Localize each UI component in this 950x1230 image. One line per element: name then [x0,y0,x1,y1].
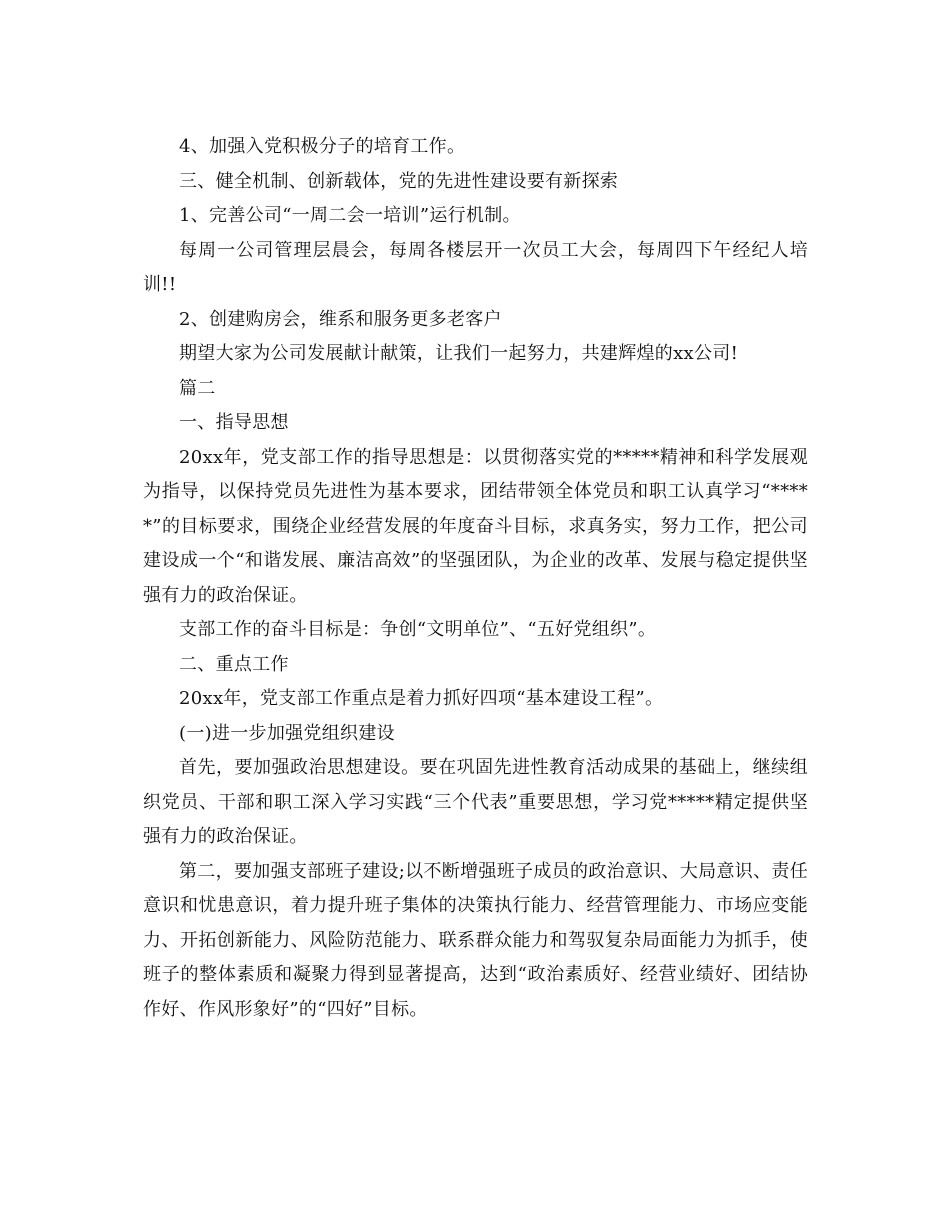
part-two-heading: 篇二 [179,377,216,399]
paragraph-key-work-summary: 20xx年，党支部工作重点是着力抓好四项“基本建设工程”。 [179,688,664,709]
subsection-heading-organization: (一)进一步加强党组织建设 [179,722,395,744]
paragraph-weekly-meetings: 每周一公司管理层晨会，每周各楼层开一次员工大会，每周四下午经纪人培训!! [143,239,808,295]
section-heading-key-work: 二、重点工作 [179,653,289,675]
document-page [143,130,808,1027]
paragraph-item-2-buyers-club: 2、创建购房会，维系和服务更多老客户 [179,308,502,330]
paragraph-closing-hope: 期望大家为公司发展献计献策，让我们一起努力，共建辉煌的xx公司! [179,343,739,364]
paragraph-branch-goal: 支部工作的奋斗目标是：争创“文明单位”、“五好党组织”。 [179,619,657,640]
paragraph-first-political: 首先，要加强政治思想建设。要在巩固先进性教育活动成果的基础上，继续组织党员、干部和职工深入学习实践“三个代表”重要思想，学习党*****精定提供坚强有力的政治保证。 [143,757,808,847]
paragraph-second-leadership: 第二，要加强支部班子建设;以不断增强班子成员的政治意识、大局意识、责任意识和忧患意识，着力提升班子集体的决策执行能力、经营管理能力、市场应变能力、开拓创新能力、风险防范能力、联系群众能力和驾驭复杂局面能力为抓手，使班子的整体素质和凝聚力得到显著提高，达到“政治素质好、经营业绩好、团结协作好、作风形象好”的“四好”目标。 [143,860,808,1020]
section-heading-3-mechanism: 三、健全机制、创新载体，党的先进性建设要有新探索 [179,170,619,192]
paragraph-guiding-thought: 20xx年，党支部工作的指导思想是：以贯彻落实党的*****精神和科学发展观为指导，以保持党员先进性为基本要求，团结带领全体党员和职工认真学习“*****”的目标要求，围绕企业经营发展的年度奋斗目标，求真务实，努力工作，把公司建设成一个“和谐发展、廉洁高效”的坚强团队，为企业的改革、发展与稳定提供坚强有力的政治保证。 [143,446,808,606]
paragraph-item-4-cultivation: 4、加强入党积极分子的培育工作。 [179,136,466,157]
paragraph-item-1-mechanism: 1、完善公司“一周二会一培训”运行机制。 [179,205,521,226]
section-heading-guiding-thought: 一、指导思想 [179,412,289,433]
